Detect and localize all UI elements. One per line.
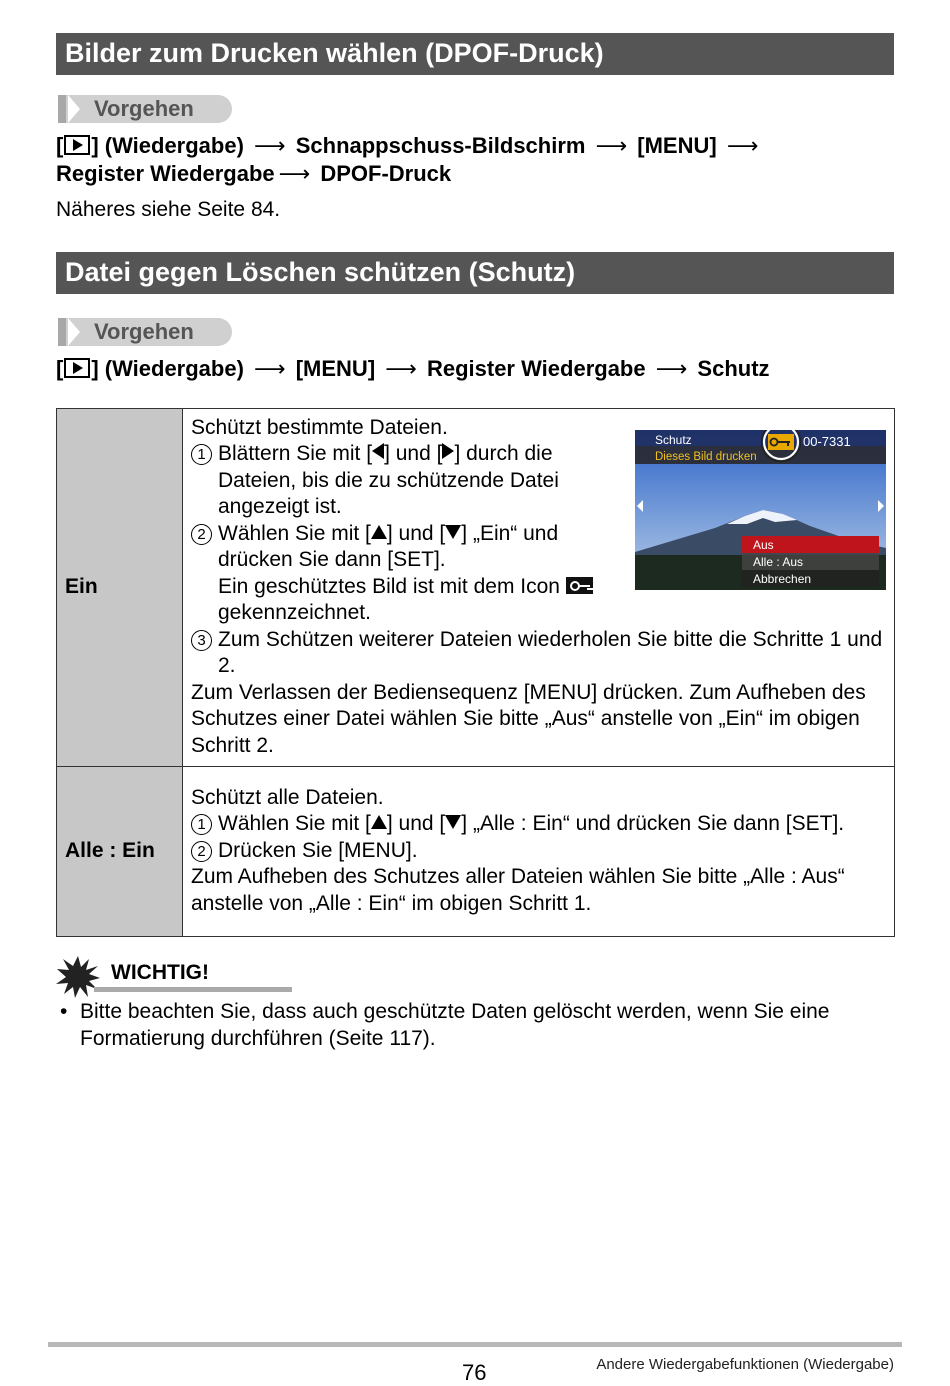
arrow-right-icon: ⟶ bbox=[655, 356, 688, 381]
up-triangle-icon bbox=[371, 525, 387, 539]
row-label-alle-ein: Alle : Ein bbox=[57, 767, 183, 937]
footer-rule bbox=[48, 1342, 902, 1347]
footer-chapter: Andere Wiedergabefunktionen (Wiedergabe) bbox=[596, 1356, 894, 1373]
play-icon bbox=[64, 358, 90, 378]
arrow-right-icon: ⟶ bbox=[726, 133, 759, 158]
arrow-right-icon: ⟶ bbox=[385, 356, 417, 381]
step-1: 1 Blättern Sie mit [ ] und [ ] durch die Dateien, bis die zu schützende Datei angezeigt ist. bbox=[191, 441, 598, 521]
step-2: 2 Wählen Sie mit [ ] und [ ] „Ein“ und drücken Sie dann [SET]. Ein geschütztes Bild ist mit dem Icon gekennzeichnet. bbox=[191, 521, 608, 627]
step-1: 1 Wählen Sie mit [ ] und [ ] „Alle : Ein“ und drücken Sie dann [SET]. bbox=[191, 811, 886, 838]
row-outro: Zum Aufheben des Schutzes aller Dateien wählen Sie bitte „Alle : Aus“ anstelle von „Alle : Ein“ im obigen Schritt 1. bbox=[191, 865, 845, 915]
right-triangle-icon bbox=[442, 443, 454, 459]
table-row bbox=[57, 767, 895, 937]
arrow-right-icon: ⟶ bbox=[254, 133, 286, 158]
screen-subtitle: Dieses Bild drucken bbox=[655, 451, 757, 463]
arrow-right-icon: ⟶ bbox=[595, 133, 628, 158]
screen-menu-item: Abbrechen bbox=[753, 572, 812, 586]
camera-screen-illustration bbox=[635, 430, 886, 590]
arrow-right-icon: ⟶ bbox=[254, 356, 286, 381]
row-outro: Zum Verlassen der Bediensequenz [MENU] drücken. Zum Aufheben des Schutzes einer Datei wählen Sie bitte „Aus“ anstelle von „Ein“ im obigen Schritt 2. bbox=[191, 680, 866, 757]
row-intro: Schützt alle Dateien. bbox=[191, 785, 384, 809]
arrow-right-icon: ⟶ bbox=[278, 161, 311, 186]
step-3: 3 Zum Schützen weiterer Dateien wiederholen Sie bitte die Schritte 1 und 2. bbox=[191, 627, 886, 680]
screen-file-number: 00-7331 bbox=[803, 434, 851, 449]
important-bullet: • Bitte beachten Sie, dass auch geschützte Daten gelöscht werden, wenn Sie eine Formatierung durchführen (Seite 117). bbox=[60, 1000, 830, 1050]
procedure-label-2: Vorgehen bbox=[58, 318, 232, 346]
down-triangle-icon bbox=[445, 525, 461, 539]
up-triangle-icon bbox=[371, 815, 387, 829]
play-icon bbox=[64, 135, 90, 155]
row-body-alle-ein bbox=[183, 767, 895, 937]
dpof-note: Näheres siehe Seite 84. bbox=[56, 198, 281, 221]
step-2: 2 Drücken Sie [MENU]. bbox=[191, 838, 886, 865]
row-label-ein: Ein bbox=[57, 409, 183, 767]
screen-title: Schutz bbox=[655, 433, 692, 447]
row-intro: Schützt bestimmte Dateien. bbox=[191, 415, 448, 439]
page-number: 76 bbox=[462, 1360, 487, 1385]
protect-key-icon bbox=[566, 577, 593, 594]
procedure-path-dpof: [ ] (Wiedergabe) ⟶ Schnappschuss-Bildschirm ⟶ [MENU] ⟶ Register Wiedergabe ⟶ DPOF-Druck bbox=[56, 133, 759, 186]
section-title-schutz: Datei gegen Löschen schützen (Schutz) bbox=[56, 252, 894, 294]
section-title-dpof: Bilder zum Drucken wählen (DPOF-Druck) bbox=[56, 33, 894, 75]
camera-screen-svg bbox=[635, 430, 886, 590]
down-triangle-icon bbox=[445, 815, 461, 829]
screen-menu-item: Alle : Aus bbox=[753, 555, 804, 569]
screen-menu-item: Aus bbox=[753, 538, 774, 552]
procedure-label-1: Vorgehen bbox=[58, 95, 232, 123]
important-heading: WICHTIG! bbox=[56, 956, 256, 996]
left-triangle-icon bbox=[372, 443, 384, 459]
procedure-path-schutz: [ ] (Wiedergabe) ⟶ [MENU] ⟶ Register Wiedergabe ⟶ Schutz bbox=[56, 356, 770, 381]
